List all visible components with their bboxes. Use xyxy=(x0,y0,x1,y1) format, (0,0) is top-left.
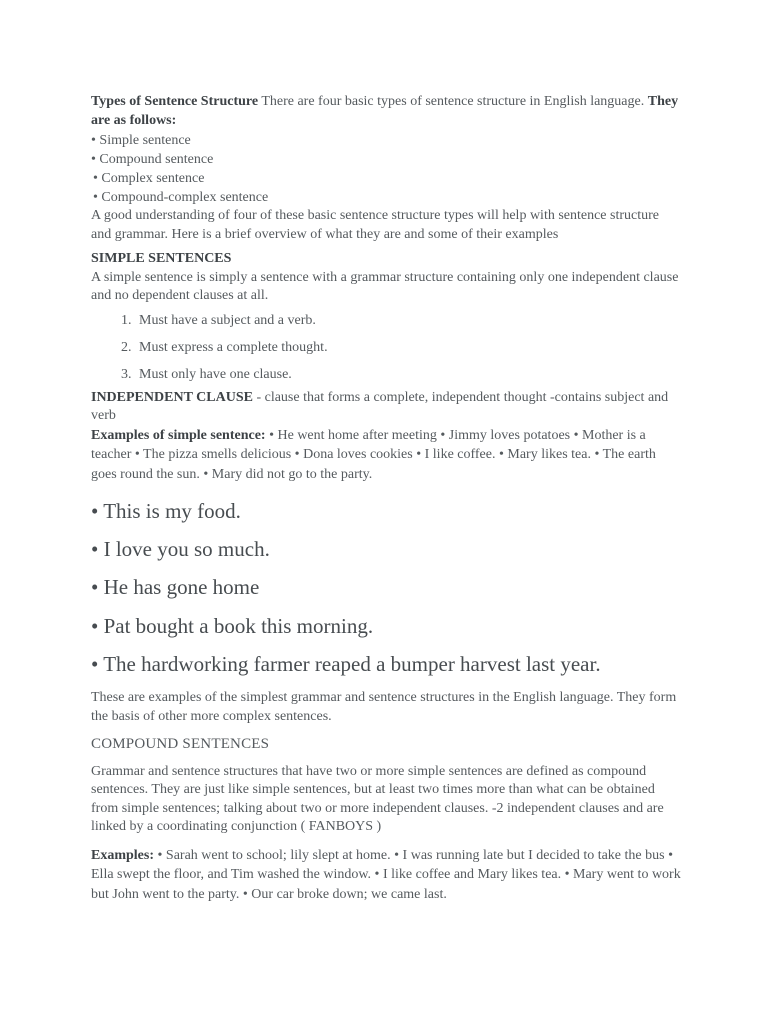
rule-item: 3. Must only have one clause. xyxy=(135,366,681,384)
intro-follows: They are as follows: xyxy=(91,94,679,128)
intro-title: Types of Sentence Structure xyxy=(91,94,259,109)
independent-clause-paragraph xyxy=(91,389,681,426)
simple-rules-list xyxy=(91,312,681,384)
rule-item: 2. Must express a complete thought. xyxy=(135,339,681,357)
compound-examples-text: • Sarah went to school; lily slept at home. • I was running late but I decided to take the bus • Ella swept the floor, and Tim washed the window. • I like coffee and Mary likes tea. • Mary went to work but John went to the party. • Our car broke down; we came last. xyxy=(91,847,681,902)
types-item: • Compound sentence xyxy=(91,152,214,167)
compound-heading: COMPOUND SENTENCES xyxy=(91,736,270,753)
overview-paragraph: A good understanding of four of these basic sentence structure types will help with sentence structure and grammar. Here is a brief overview of what they are and some of their examples xyxy=(91,208,660,242)
simple-definition: A simple sentence is simply a sentence with a grammar structure containing only one independent clause and no dependent clauses at all. xyxy=(91,269,679,303)
compound-examples-label: Examples: xyxy=(91,847,154,863)
types-item: • Simple sentence xyxy=(91,133,191,148)
simple-heading: SIMPLE SENTENCES xyxy=(91,251,232,266)
document-body xyxy=(91,93,681,904)
big-example-item: • I love you so much. xyxy=(91,537,270,562)
simple-examples-paragraph xyxy=(91,426,681,485)
simple-examples-label: Examples of simple sentence: xyxy=(91,427,266,443)
clause-term: INDEPENDENT CLAUSE xyxy=(91,389,253,405)
big-example-item: • This is my food. xyxy=(91,499,241,523)
intro-paragraph xyxy=(91,93,681,130)
simple-examples-text: • He went home after meeting • Jimmy loves potatoes • Mother is a teacher • The pizza smells delicious • Dona loves cookies • I like coffee. • Mary likes tea. • The earth goes round the sun. • Mary did not go to the party. xyxy=(91,427,656,482)
intro-text: There are four basic types of sentence structure in English language. xyxy=(258,94,648,109)
types-item: • Compound-complex sentence xyxy=(93,190,269,205)
types-list xyxy=(91,131,681,207)
big-example-item: • Pat bought a book this morning. xyxy=(91,613,374,638)
rule-item: 1. Must have a subject and a verb. xyxy=(135,312,681,330)
compound-examples-paragraph xyxy=(91,846,681,905)
compound-definition: Grammar and sentence structures that have two or more simple sentences are defined as compound sentences. They are just like simple sentences, but at least two times more than what can be obtained from simple sentences; talking about two or more independent clauses. -2 independent clauses and are linked by a coordinating conjunction ( FANBOYS ) xyxy=(91,763,664,835)
big-example-item: • He has gone home xyxy=(91,575,260,600)
big-examples-list xyxy=(91,492,681,683)
big-example-item: • The hardworking farmer reaped a bumper harvest last year. xyxy=(91,651,601,676)
types-item: • Complex sentence xyxy=(93,171,205,186)
simple-closing-paragraph: These are examples of the simplest grammar and sentence structures in the English language. They form the basis of other more complex sentences. xyxy=(91,690,677,724)
clause-definition: - clause that forms a complete, independent thought -contains subject and verb xyxy=(91,389,669,423)
